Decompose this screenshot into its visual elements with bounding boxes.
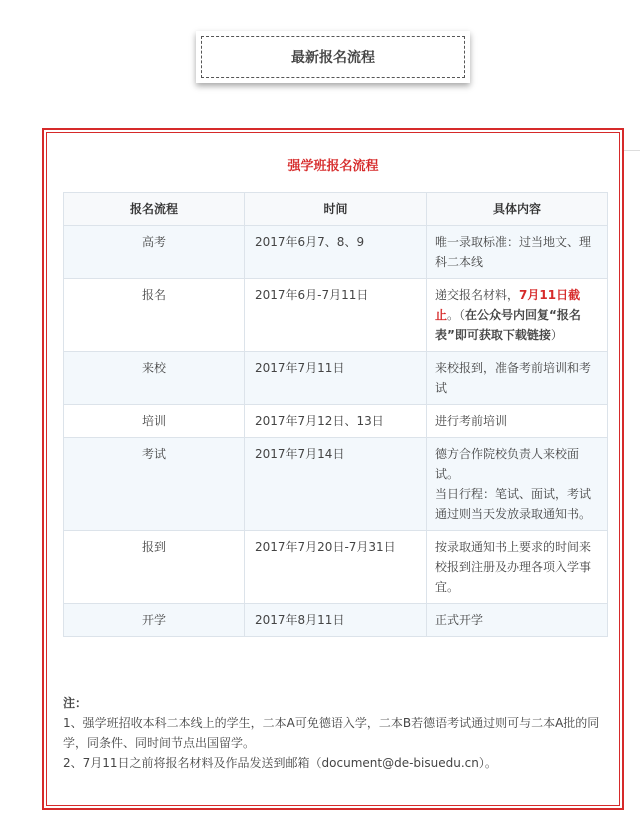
table-row bbox=[64, 438, 608, 531]
table-row bbox=[64, 226, 608, 279]
divider bbox=[624, 150, 640, 151]
time-cell: 2017年6月7、8、9 bbox=[245, 226, 427, 279]
panel-title: 强学班报名流程 bbox=[287, 159, 379, 174]
content-line: 德方合作院校负责人来校面试。 bbox=[435, 447, 580, 481]
content-text: 。（ bbox=[447, 308, 466, 322]
table-row bbox=[64, 405, 608, 438]
time-cell: 2017年7月20日-7月31日 bbox=[245, 531, 427, 604]
registration-panel bbox=[42, 128, 624, 810]
registration-table bbox=[63, 192, 608, 637]
content-cell: 正式开学 bbox=[427, 604, 608, 637]
notes-title: 注： bbox=[63, 696, 88, 710]
table-row bbox=[64, 352, 608, 405]
note-item: 2、7月11日之前将报名材料及作品发送到邮箱（document@de-bisuedu.cn）。 bbox=[63, 756, 497, 770]
deadline-highlight: 7月11日截止 bbox=[435, 288, 581, 322]
time-cell: 2017年8月11日 bbox=[245, 604, 427, 637]
content-line: 当日行程：笔试、面试，考试通过则当天发放录取通知书。 bbox=[435, 487, 592, 521]
content-cell bbox=[427, 279, 608, 352]
time-cell: 2017年6月-7月11日 bbox=[245, 279, 427, 352]
content-cell: 进行考前培训 bbox=[427, 405, 608, 438]
column-header-step: 报名流程 bbox=[64, 193, 245, 226]
section-title: 最新报名流程 bbox=[201, 36, 465, 78]
column-header-time: 时间 bbox=[245, 193, 427, 226]
column-header-content: 具体内容 bbox=[427, 193, 608, 226]
section-title-box bbox=[196, 31, 470, 83]
note-item: 1、强学班招收本科二本线上的学生，二本A可免德语入学，二本B若德语考试通过则可与二本A批的同学，同条件、同时间节点出国留学。 bbox=[63, 716, 600, 750]
step-cell: 高考 bbox=[64, 226, 245, 279]
step-cell: 报到 bbox=[64, 531, 245, 604]
content-cell: 按录取通知书上要求的时间来校报到注册及办理各项入学事宜。 bbox=[427, 531, 608, 604]
time-cell: 2017年7月14日 bbox=[245, 438, 427, 531]
content-text: 递交报名材料， bbox=[435, 288, 520, 302]
step-cell: 培训 bbox=[64, 405, 245, 438]
table-row bbox=[64, 604, 608, 637]
step-cell: 来校 bbox=[64, 352, 245, 405]
table-row bbox=[64, 531, 608, 604]
time-cell: 2017年7月12日、13日 bbox=[245, 405, 427, 438]
download-hint: 在公众号内回复“报名表”即可获取下载链接 bbox=[435, 308, 581, 342]
content-cell: 唯一录取标准：过当地文、理科二本线 bbox=[427, 226, 608, 279]
content-cell bbox=[427, 438, 608, 531]
step-cell: 考试 bbox=[64, 438, 245, 531]
registration-panel-inner bbox=[46, 132, 620, 806]
table-row bbox=[64, 279, 608, 352]
content-text: ） bbox=[550, 328, 563, 342]
table-header-row bbox=[64, 193, 608, 226]
step-cell: 报名 bbox=[64, 279, 245, 352]
time-cell: 2017年7月11日 bbox=[245, 352, 427, 405]
notes-section bbox=[63, 693, 623, 773]
step-cell: 开学 bbox=[64, 604, 245, 637]
content-cell: 来校报到，准备考前培训和考试 bbox=[427, 352, 608, 405]
